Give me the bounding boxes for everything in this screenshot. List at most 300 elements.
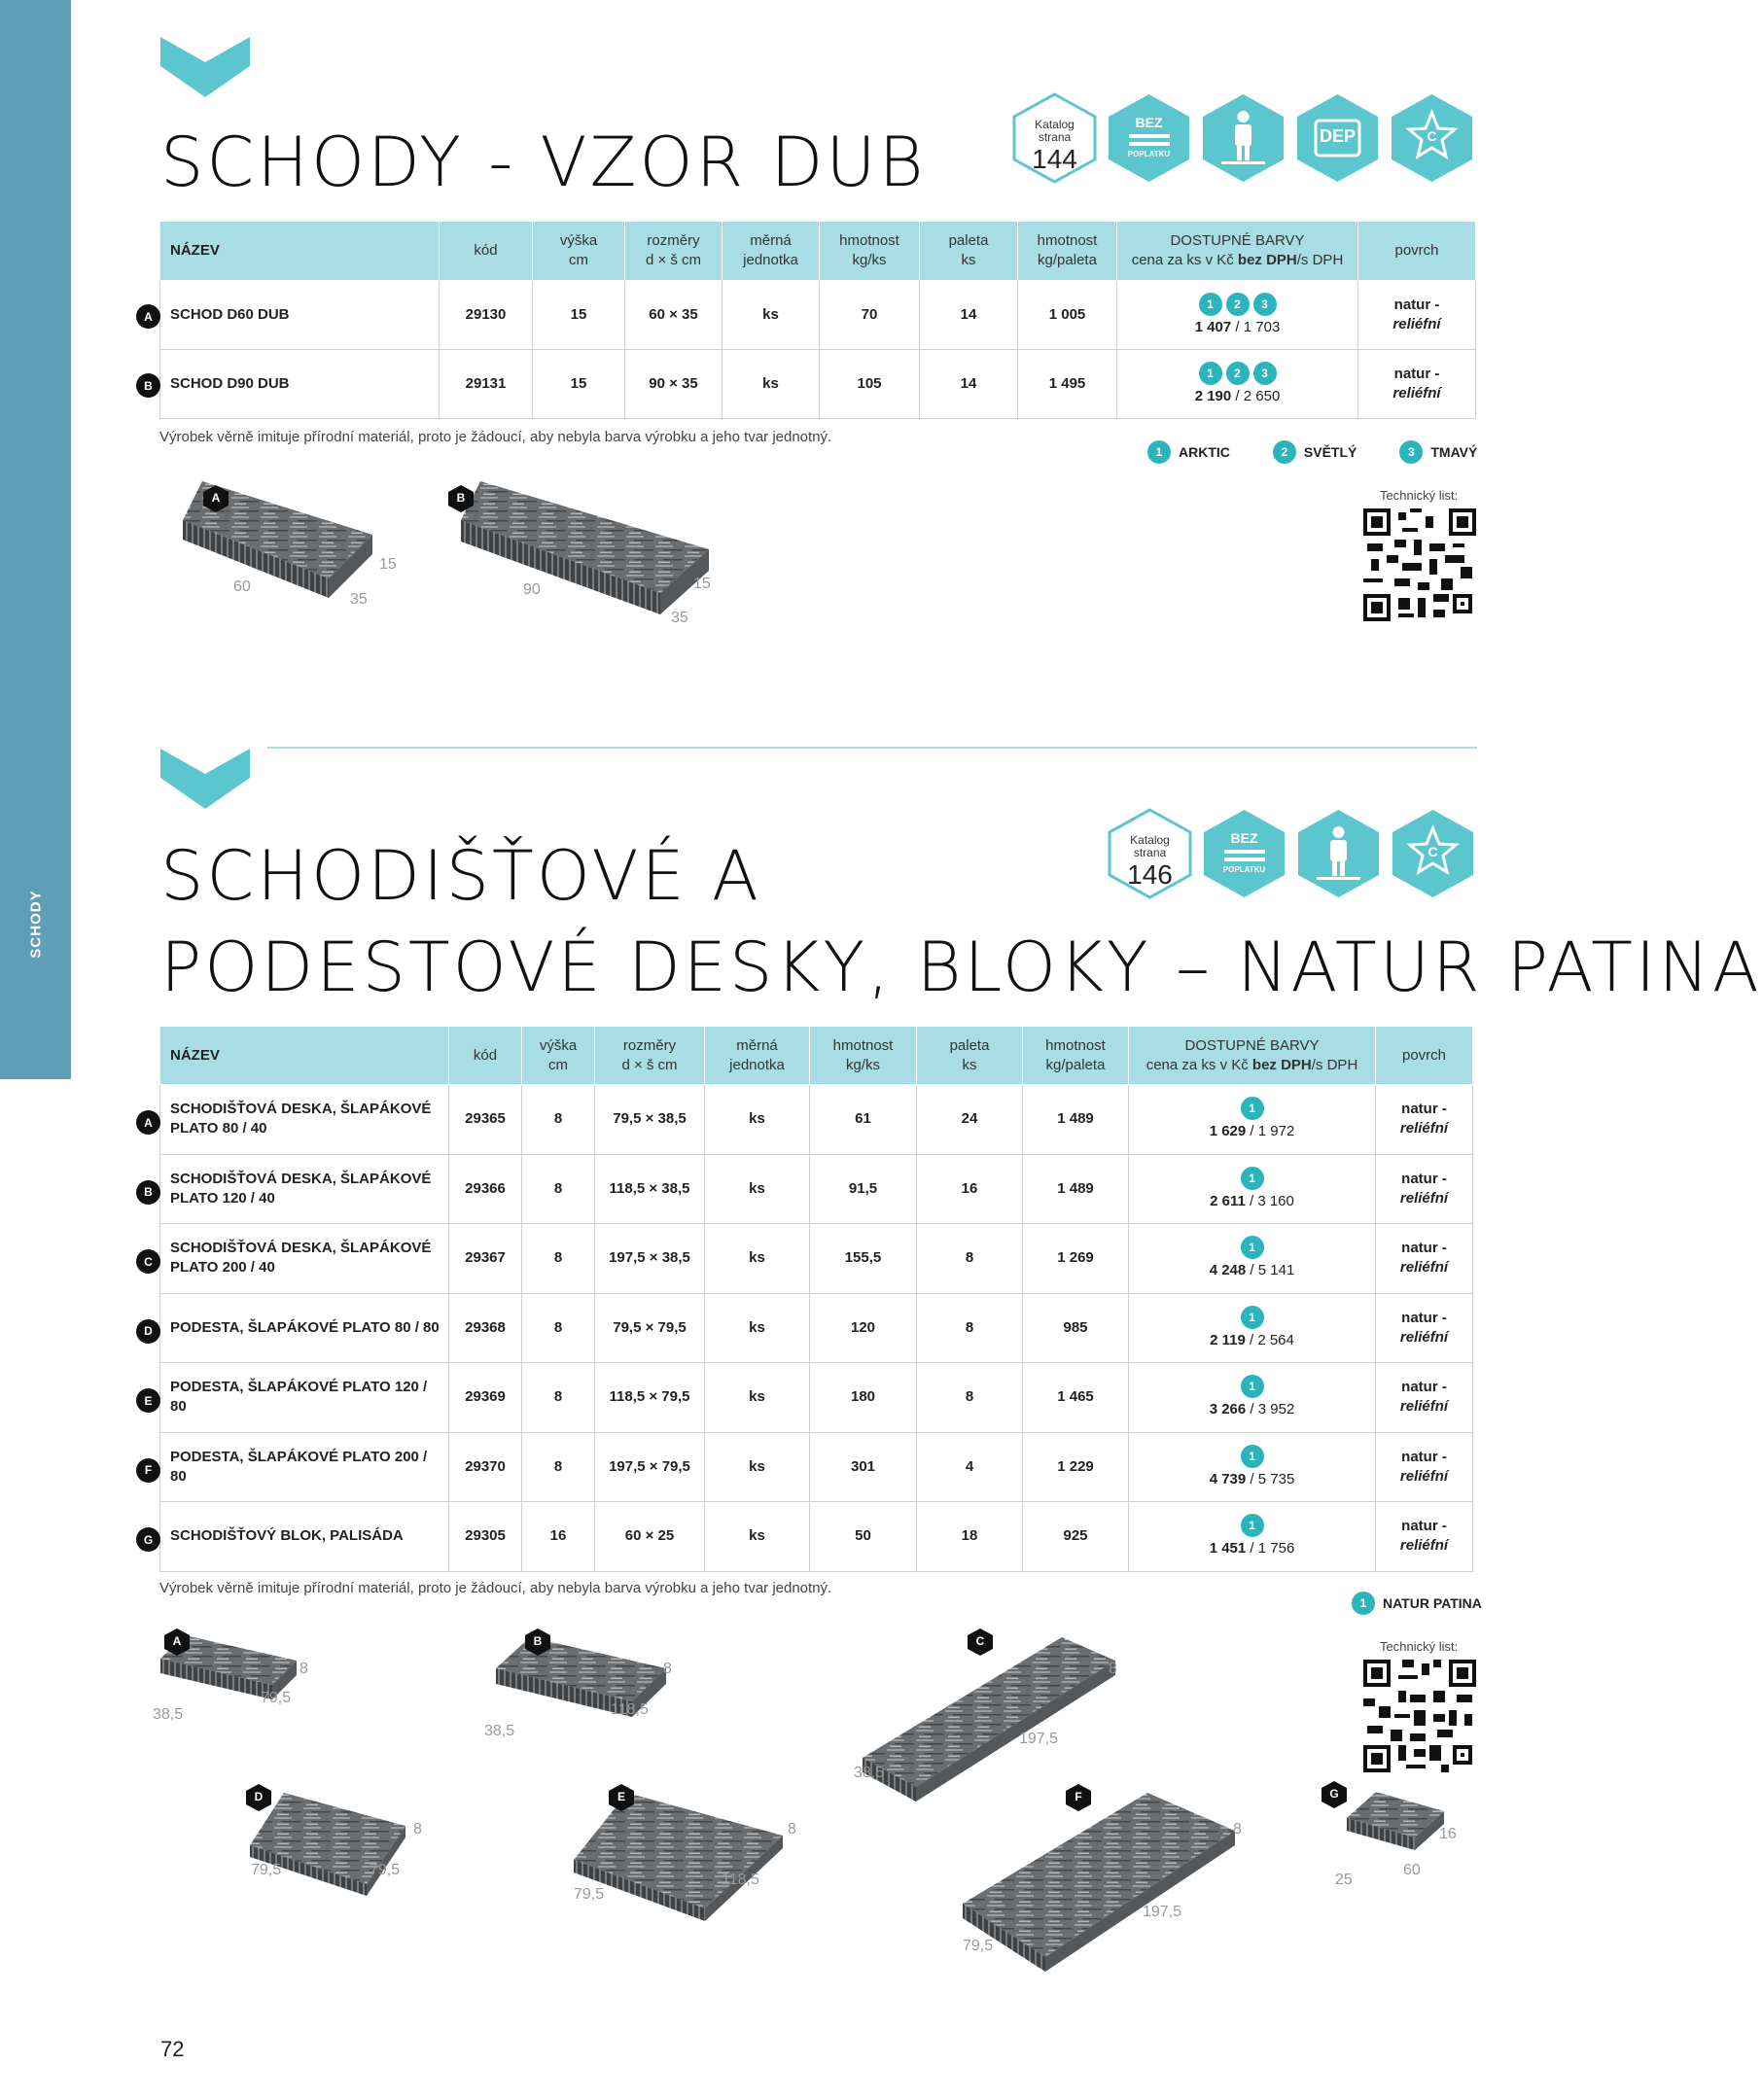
image-letter: G [1329,1787,1339,1801]
color-number-badge: 1 [1199,293,1222,316]
cell-weight: 61 [810,1085,917,1155]
color-dots [1121,293,1354,316]
cell-name [160,1363,449,1433]
col-weight: hmotnost kg/ks [820,222,920,281]
stone-block-icon [451,476,714,622]
price-with-vat: / 1 756 [1246,1540,1295,1558]
col-name: NÁZEV [160,222,440,281]
col-unit: měrná jednotka [705,1027,810,1085]
image-letter-badge [967,1628,994,1657]
bez-poplatku-badge: BEZ POPLATKU [1201,807,1287,900]
product-image [958,1787,1240,1962]
legend-label: SVĚTLÝ [1303,444,1357,460]
dimension-label: 8 [788,1821,796,1838]
col-colors: DOSTUPNÉ BARVY cena za ks v Kč bez DPH/s DPH [1117,222,1358,281]
price-no-vat: 2 190 [1194,388,1232,404]
legend-label: TMAVÝ [1430,444,1478,460]
price-line [1133,1539,1371,1558]
surface-type: natur - [1393,366,1440,382]
dimension-label: 35 [350,591,368,608]
surface-type: natur - [1401,1240,1447,1257]
cell-surface [1376,1293,1473,1363]
image-letter: D [254,1790,264,1803]
cell-weight: 70 [820,281,920,350]
price-line [1133,1470,1371,1489]
cell-price [1129,1502,1376,1572]
dimension-label: 90 [523,581,541,598]
color-number-badge: 2 [1226,293,1250,316]
cell-price [1129,1224,1376,1294]
color-number-badge: 1 [1199,362,1222,385]
cell-unit: ks [705,1293,810,1363]
col-dims: rozměry d × š cm [625,222,722,281]
cell-dims: 197,5 × 79,5 [595,1432,705,1502]
price-with-vat: / 3 952 [1246,1401,1295,1418]
surface-type: natur - [1393,297,1440,313]
image-letter-badge [1065,1783,1092,1812]
table-row [160,1293,1473,1363]
col-code: kód [449,1027,522,1085]
color-number-badge: 1 [1241,1236,1264,1259]
cell-pallet: 24 [917,1085,1023,1155]
price-with-vat: / 5 141 [1246,1262,1295,1279]
cell-unit: ks [705,1224,810,1294]
color-dots [1121,362,1354,385]
surface-finish: reliéfní [1392,385,1441,402]
cell-surface [1376,1502,1473,1572]
cell-code: 29367 [449,1224,522,1294]
qr-code-icon[interactable] [1363,508,1476,621]
row-letter-badge: A [136,1110,160,1135]
price-no-vat: 4 739 [1209,1470,1247,1488]
col-unit: měrná jednotka [722,222,820,281]
dimension-label: 25 [1335,1872,1353,1888]
cell-code: 29131 [440,350,533,419]
stone-block-icon [958,1787,1240,1962]
col-name: NÁZEV [160,1027,449,1085]
surface-finish: reliéfní [1399,1328,1449,1346]
cell-pallet-weight: 1 269 [1023,1224,1129,1294]
table-row [160,1085,1473,1155]
stone-block-icon [858,1631,1120,1806]
cell-surface [1376,1363,1473,1433]
surface-finish: reliéfní [1399,1259,1449,1277]
section2-row-letters [136,1110,165,1548]
qr-code-icon[interactable] [1363,1660,1476,1772]
dep-badge: DEP [1294,91,1381,185]
product-image [858,1631,1120,1806]
name-line1: PODESTA, ŠLAPÁKOVÉ PLATO 200 / 80 [170,1448,428,1485]
cell-dims: 118,5 × 38,5 [595,1154,705,1224]
price-no-vat: 2 611 [1210,1192,1246,1209]
dimension-label: 35 [671,610,688,626]
col-pallet: paleta ks [917,1027,1023,1085]
table-row [160,281,1476,350]
section1-note: Výrobek věrně imituje přírodní materiál, proto je žádoucí, aby nebyla barva výrobku a jeho tvar jednotný. [159,429,832,445]
cell-unit: ks [705,1432,810,1502]
cell-unit: ks [722,281,820,350]
name-line2: PLATO 80 / 40 [170,1120,267,1138]
table-row [160,1432,1473,1502]
dimension-label: 38,5 [484,1723,515,1739]
cell-height: 15 [533,350,625,419]
cell-weight: 120 [810,1293,917,1363]
dimension-label: 8 [413,1821,422,1838]
dimension-label: 38,5 [153,1706,184,1723]
cell-code: 29370 [449,1432,522,1502]
color-dots [1133,1167,1371,1190]
chevron-icon [160,749,250,809]
section1-badges [1011,91,1475,185]
page-number: 72 [160,2037,185,2061]
price-no-vat: 1 451 [1209,1540,1247,1558]
image-letter-badge [1321,1780,1348,1809]
cell-name [160,1293,449,1363]
name-line1: SCHODIŠŤOVÝ BLOK, PALISÁDA [170,1527,404,1545]
image-letter: F [1075,1790,1082,1803]
cell-weight: 105 [820,350,920,419]
price-no-vat: 3 266 [1209,1401,1247,1418]
cell-name [160,1154,449,1224]
cell-code: 29365 [449,1085,522,1155]
dimension-label: 197,5 [1143,1904,1182,1920]
color-number-badge: 1 [1241,1514,1264,1537]
cell-height: 8 [522,1432,595,1502]
cell-dims: 60 × 35 [625,281,722,350]
image-letter-badge [608,1783,635,1812]
price-no-vat: 1 407 [1194,319,1232,335]
product-image [245,1787,410,1904]
image-letter-badge [202,484,229,513]
cell-dims: 118,5 × 79,5 [595,1363,705,1433]
cell-pallet-weight: 985 [1023,1293,1129,1363]
dimension-label: 38,5 [854,1765,885,1781]
col-pallet-weight: hmotnost kg/paleta [1023,1027,1129,1085]
cell-price [1117,281,1358,350]
product-image [451,476,714,622]
cell-surface [1358,281,1476,350]
cell-pallet: 4 [917,1432,1023,1502]
price-line [1133,1261,1371,1280]
image-letter-badge [447,484,475,513]
cell-pallet-weight: 1 465 [1023,1363,1129,1433]
legend-item [1147,440,1230,464]
cell-pallet-weight: 1 489 [1023,1154,1129,1224]
row-letter-badge: B [136,373,160,398]
col-surface: povrch [1376,1027,1473,1085]
color-dots [1133,1097,1371,1120]
person-icon [1200,91,1286,185]
surface-type: natur - [1401,1448,1447,1465]
color-number-badge: 1 [1352,1592,1375,1615]
color-number-badge: 1 [1241,1445,1264,1468]
dimension-label: 79,5 [251,1862,282,1878]
legend-item [1399,440,1477,464]
surface-type: natur - [1401,1309,1447,1326]
row-letter-badge: F [136,1458,160,1483]
name-line1: SCHODIŠŤOVÁ DESKA, ŠLAPÁKOVÉ [170,1240,432,1257]
cell-pallet-weight: 925 [1023,1502,1129,1572]
cell-height: 15 [533,281,625,350]
cell-price [1129,1432,1376,1502]
cell-pallet: 8 [917,1224,1023,1294]
surface-finish: reliéfní [1399,1537,1449,1555]
dimension-label: 79,5 [574,1886,605,1903]
color-dots [1133,1236,1371,1259]
cell-unit: ks [722,350,820,419]
name-line1: SCHODIŠŤOVÁ DESKA, ŠLAPÁKOVÉ [170,1101,432,1118]
price-no-vat: 4 248 [1209,1262,1247,1279]
name-line2: PLATO 120 / 40 [170,1189,275,1207]
cell-dims: 60 × 25 [595,1502,705,1572]
cell-price [1129,1085,1376,1155]
cell-pallet: 18 [917,1502,1023,1572]
surface-finish: reliéfní [1399,1120,1449,1138]
dimension-label: 15 [693,576,711,592]
row-letter-badge: A [136,304,160,329]
table-row [160,1224,1473,1294]
cell-pallet: 14 [920,350,1018,419]
dimension-label: 197,5 [1019,1731,1059,1747]
color-dots [1133,1445,1371,1468]
price-with-vat: / 1 972 [1246,1123,1295,1140]
color-number-badge: 1 [1241,1306,1264,1329]
section2-title-line1: SCHODIŠŤOVÉ A [160,836,761,916]
image-letter-badge [245,1783,272,1812]
cell-height: 8 [522,1293,595,1363]
cell-pallet: 14 [920,281,1018,350]
cell-unit: ks [705,1085,810,1155]
section-divider [267,747,1477,749]
section2-tech-label: Technický list: [1380,1639,1459,1654]
cell-code: 29305 [449,1502,522,1572]
name-line1: PODESTA, ŠLAPÁKOVÉ PLATO 80 / 80 [170,1318,440,1336]
surface-type: natur - [1401,1379,1447,1396]
col-code: kód [440,222,533,281]
product-image [1329,1784,1449,1852]
row-letter-badge: E [136,1388,160,1413]
name-line1: PODESTA, ŠLAPÁKOVÉ PLATO 120 / 80 [170,1379,428,1416]
image-letter: A [172,1634,182,1648]
cell-surface [1376,1085,1473,1155]
cell-surface [1376,1432,1473,1502]
image-letter-badge [163,1628,191,1657]
dimension-label: 16 [1439,1826,1457,1842]
cell-code: 29130 [440,281,533,350]
price-with-vat: / 1 703 [1231,319,1281,335]
color-number-badge: 3 [1253,362,1277,385]
color-dots [1133,1514,1371,1537]
surface-type: natur - [1401,1101,1447,1118]
sidebar-label: SCHODY [27,889,45,959]
dimension-label: 60 [233,578,251,595]
color-number-badge: 1 [1241,1167,1264,1190]
cell-unit: ks [705,1363,810,1433]
dimension-label: 60 [1403,1862,1421,1878]
surface-finish: reliéfní [1399,1398,1449,1416]
section1-title: SCHODY - VZOR DUB [160,122,927,202]
section1-tech-label: Technický list: [1380,488,1459,503]
cell-surface [1358,350,1476,419]
cell-name: SCHOD D90 DUB [160,350,440,419]
image-letter: B [456,491,466,505]
row-letter-badge: D [136,1319,160,1344]
legend-label: NATUR PATINA [1383,1595,1482,1611]
color-number-badge: 1 [1147,440,1171,464]
c-star-badge: C [1390,807,1476,900]
section2-legend [1352,1592,1482,1615]
price-line [1133,1192,1371,1211]
cell-surface [1376,1224,1473,1294]
cell-code: 29369 [449,1363,522,1433]
dimension-label: 8 [300,1661,308,1677]
section1-legend [1147,440,1477,464]
cell-height: 8 [522,1154,595,1224]
table-row [160,1363,1473,1433]
cell-pallet-weight: 1 489 [1023,1085,1129,1155]
cell-price [1129,1154,1376,1224]
cell-code: 29366 [449,1154,522,1224]
row-letter-badge: C [136,1249,160,1274]
dimension-label: 79,5 [963,1938,994,1954]
surface-finish: reliéfní [1399,1189,1449,1207]
person-icon [1295,807,1382,900]
cell-name: SCHOD D60 DUB [160,281,440,350]
chevron-icon [160,37,250,97]
cell-pallet-weight: 1 005 [1018,281,1117,350]
cell-unit: ks [705,1154,810,1224]
col-height: výška cm [522,1027,595,1085]
price-no-vat: 1 629 [1209,1123,1247,1140]
surface-type: natur - [1401,1518,1447,1535]
price-with-vat: / 2 650 [1231,388,1281,404]
cell-price [1117,350,1358,419]
stone-face [574,1793,783,1908]
cell-dims: 197,5 × 38,5 [595,1224,705,1294]
cell-weight: 301 [810,1432,917,1502]
price-line [1121,387,1354,406]
color-number-badge: 1 [1241,1375,1264,1398]
cell-name [160,1224,449,1294]
cell-weight: 91,5 [810,1154,917,1224]
dimension-label: 8 [1233,1821,1242,1838]
cell-code: 29368 [449,1293,522,1363]
product-image [173,476,377,603]
cell-weight: 155,5 [810,1224,917,1294]
legend-item [1352,1592,1482,1615]
cell-pallet: 16 [917,1154,1023,1224]
col-colors: DOSTUPNÉ BARVY cena za ks v Kč bez DPH/s DPH [1129,1027,1376,1085]
image-letter: B [533,1634,543,1648]
legend-item [1273,440,1357,464]
katalog-badge: Katalog strana 146 [1107,807,1193,900]
cell-height: 16 [522,1502,595,1572]
stone-block-icon [1342,1784,1449,1852]
row-letter-badge: G [136,1527,160,1552]
color-number-badge: 2 [1226,362,1250,385]
bez-poplatku-badge: BEZ POPLATKU [1106,91,1192,185]
katalog-badge: Katalog strana 144 [1011,91,1098,185]
price-no-vat: 2 119 [1210,1331,1246,1348]
cell-pallet: 8 [917,1363,1023,1433]
cell-pallet-weight: 1 229 [1023,1432,1129,1502]
name-line2: PLATO 200 / 40 [170,1259,275,1277]
table-row [160,1502,1473,1572]
name-line1: SCHODIŠŤOVÁ DESKA, ŠLAPÁKOVÉ [170,1170,432,1187]
color-number-badge: 2 [1273,440,1296,464]
col-pallet: paleta ks [920,222,1018,281]
cell-pallet: 8 [917,1293,1023,1363]
image-letter: C [975,1634,985,1648]
dimension-label: 79,5 [370,1862,401,1878]
cell-height: 8 [522,1224,595,1294]
legend-label: ARKTIC [1179,444,1230,460]
dimension-label: 118,5 [611,1701,649,1718]
col-dims: rozměry d × š cm [595,1027,705,1085]
price-with-vat: / 5 735 [1246,1470,1295,1488]
cell-surface [1376,1154,1473,1224]
price-line [1133,1331,1371,1350]
section2-note: Výrobek věrně imituje přírodní materiál, proto je žádoucí, aby nebyla barva výrobku a jeho tvar jednotný. [159,1580,832,1596]
row-letter-badge: B [136,1180,160,1205]
image-letter-badge [524,1628,551,1657]
cell-weight: 180 [810,1363,917,1433]
color-dots [1133,1375,1371,1398]
c-star-badge: C [1389,91,1475,185]
price-line [1133,1122,1371,1141]
cell-price [1129,1293,1376,1363]
section2-table [159,1026,1473,1572]
price-line [1133,1400,1371,1419]
cell-price [1129,1363,1376,1433]
dimension-label: 8 [663,1661,672,1677]
section2-title-line2: PODESTOVÉ DESKY, BLOKY – NATUR PATINA [160,928,1762,1007]
price-with-vat: / 3 160 [1245,1192,1294,1209]
dimension-label: 118,5 [722,1872,759,1888]
col-weight: hmotnost kg/ks [810,1027,917,1085]
color-number-badge: 3 [1253,293,1277,316]
cell-dims: 79,5 × 38,5 [595,1085,705,1155]
cell-weight: 50 [810,1502,917,1572]
image-letter: E [617,1790,625,1803]
cell-height: 8 [522,1363,595,1433]
price-line [1121,318,1354,337]
cell-dims: 90 × 35 [625,350,722,419]
dimension-label: 15 [379,556,397,573]
image-letter: A [211,491,221,505]
table-row [160,1154,1473,1224]
col-height: výška cm [533,222,625,281]
dimension-label: 79,5 [261,1690,292,1706]
section1-table [159,221,1476,419]
cell-pallet-weight: 1 495 [1018,350,1117,419]
cell-name [160,1502,449,1572]
stone-face [863,1637,1115,1787]
col-surface: povrch [1358,222,1476,281]
price-with-vat: / 2 564 [1245,1331,1294,1348]
cell-name [160,1432,449,1502]
cell-unit: ks [705,1502,810,1572]
section2-badges [1107,807,1476,900]
cell-name [160,1085,449,1155]
dimension-label: 8 [1109,1661,1117,1677]
surface-finish: reliéfní [1399,1467,1449,1485]
surface-finish: reliéfní [1392,316,1441,332]
table-row [160,350,1476,419]
cell-height: 8 [522,1085,595,1155]
surface-type: natur - [1401,1170,1447,1187]
color-dots [1133,1306,1371,1329]
